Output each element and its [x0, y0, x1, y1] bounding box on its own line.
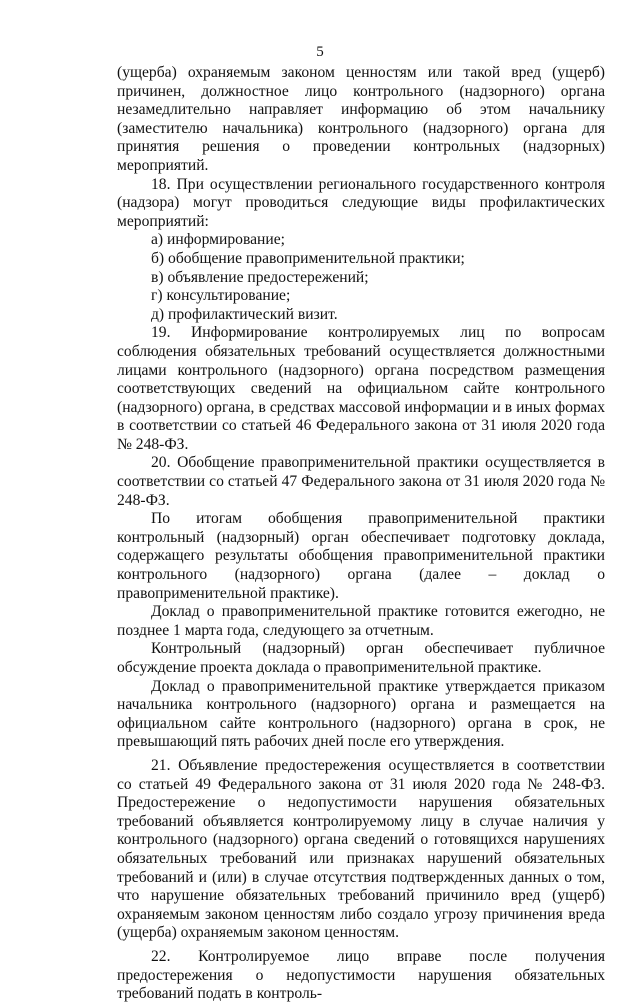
page-number: 5	[316, 44, 324, 60]
list-item-d: г) консультирование;	[151, 287, 291, 305]
list-item-b: б) обобщение правоприменительной практики;	[151, 249, 465, 267]
paragraph-continuation: (ущерба) охраняемым законом ценностям или такой вред (ущерб) причинен, должностное лицо контрольного (надзорного) органа незамедлительно направляет информацию об этом начальнику (заместителю начальника) контрольного (надзорного) органа для принятия решения о проведении контрольных (надзорных) мероприятий.	[117, 64, 605, 174]
paragraph-20-report: По итогам обобщения правоприменительной практики контрольный (надзорный) орган обеспечивает подготовку доклада, содержащего результаты обобщения правоприменительной практики контрольного (надзорного) органа (далее – доклад о правоприменительной практике).	[117, 510, 605, 602]
paragraph-20-deadline: Доклад о правоприменительной практике готовится ежегодно, не позднее 1 марта года, следующего за отчетным.	[117, 603, 605, 639]
paragraph-21: 21. Объявление предостережения осуществляется в соответствии со статьей 49 Федерального закона от 31 июля 2020 года № 248-ФЗ. Предостережение о недопустимости нарушения обязательных требований объявляется контролируемому лицу в случае наличия у контрольного (надзорного) органа сведений о готовящихся нарушениях обязательных требований или признаках нарушений обязательных требований и (или) в случае отсутствия подтвержденных данных о том, что нарушение обязательных требований причинило вред (ущерб) охраняемым законом ценностям либо создало угрозу причинения вреда (ущерба) охраняемым законом ценностям.	[117, 756, 605, 942]
list-item-a: а) информирование;	[151, 231, 285, 249]
paragraph-19: 19. Информирование контролируемых лиц по вопросам соблюдения обязательных требований осуществляется должностными лицами контрольного (надзорного) органа посредством размещения соответствующих сведений на официальном сайте контрольного (надзорного) органа, в средствах массовой информации и в иных формах в соответствии со статьей 46 Федерального закона от 31 июля 2020 года № 248-ФЗ.	[117, 324, 605, 453]
paragraph-22: 22. Контролируемое лицо вправе после получения предостережения о недопустимости нарушения обязательных требований подать в контроль-	[117, 947, 605, 1003]
paragraph-20-approval: Доклад о правоприменительной практике утверждается приказом начальника контрольного (надзорного) органа и размещается на официальном сайте контрольного (надзорного) органа в срок, не превышающий пять рабочих дней после его утверждения.	[117, 677, 605, 751]
paragraph-20: 20. Обобщение правоприменительной практики осуществляется в соответствии со статьей 47 Федерального закона от 31 июля 2020 года № 248-ФЗ.	[117, 454, 605, 509]
paragraph-20-discussion: Контрольный (надзорный) орган обеспечивает публичное обсуждение проекта доклада о правоприменительной практике.	[117, 640, 605, 676]
list-item-c: в) объявление предостережений;	[151, 268, 369, 286]
document-body	[117, 64, 605, 1004]
paragraph-18: 18. При осуществлении регионального государственного контроля (надзора) могут проводиться следующие виды профилактических мероприятий:	[117, 175, 605, 230]
list-item-e: д) профилактический визит.	[151, 305, 338, 323]
